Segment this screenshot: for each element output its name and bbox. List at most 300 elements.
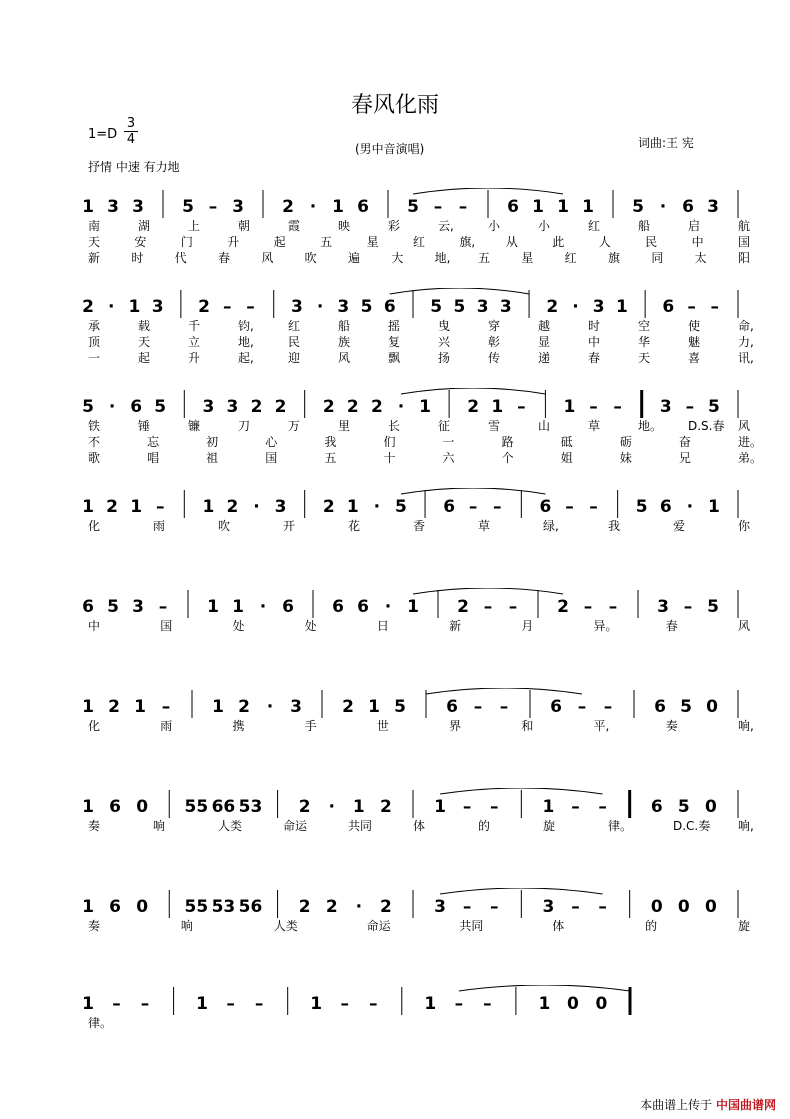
note: 6 [662, 297, 675, 317]
note: 5 [680, 697, 692, 717]
lyric-syllable: 铁 [88, 419, 101, 433]
note: 2 [322, 497, 335, 517]
dash-note: – [458, 197, 468, 217]
note: 1 [82, 897, 94, 917]
lyric-syllable: 民 [645, 235, 658, 249]
note: 1 [419, 397, 431, 417]
note: 3 [542, 897, 555, 917]
lyric-syllable: 香 [413, 519, 426, 533]
lyric-syllable: D.C.奏 [673, 819, 711, 833]
lyric-syllable: 旗 [608, 251, 621, 265]
lyric-syllable: 地。 [638, 419, 663, 433]
note: 5 [82, 397, 94, 417]
lyric-syllable: 航 [738, 219, 751, 233]
lyric-syllable: 此 [552, 235, 565, 249]
augmentation-dot: · [309, 197, 317, 217]
dash-note: – [571, 897, 580, 917]
dash-note: – [490, 897, 499, 917]
lyric-syllable: 扬 [438, 351, 451, 365]
lyric-line [0, 318, 790, 334]
lyric-syllable: 歌 [88, 451, 101, 465]
lyric-syllable: 中 [588, 335, 601, 349]
lyric-syllable: 力, [738, 335, 754, 349]
lyric-syllable: 春 [218, 251, 231, 265]
lyric-syllable: 国 [265, 451, 278, 465]
lyric-syllable: 草 [588, 419, 601, 433]
lyric-syllable: 五 [324, 451, 337, 465]
lyric-syllable: 魅 [688, 335, 701, 349]
lyric-syllable: 手 [304, 719, 317, 733]
note: 6 [682, 197, 694, 217]
lyric-syllable: 妹 [619, 451, 632, 465]
note: 2 [82, 297, 94, 317]
lyric-syllable: 新 [449, 619, 462, 633]
lyric-syllable: 万 [288, 419, 301, 433]
lyric-line [0, 618, 790, 634]
augmentation-dot: · [686, 497, 694, 517]
lyric-syllable: 映 [338, 219, 351, 233]
note: 2 [108, 697, 120, 717]
lyric-syllable: 天 [638, 351, 651, 365]
note: 1 [202, 497, 215, 517]
dash-note: – [223, 297, 232, 317]
lyric-line [0, 250, 790, 266]
note: 1 [130, 497, 143, 517]
augmentation-dot: · [259, 597, 267, 617]
note: 3 [274, 497, 287, 517]
dash-note: – [468, 497, 478, 517]
dash-note: – [589, 497, 598, 517]
dash-note: – [598, 897, 607, 917]
note: 1 [82, 994, 94, 1014]
lyric-syllable: 传 [488, 351, 501, 365]
note: 6 [550, 697, 562, 717]
note: 55 [184, 797, 209, 817]
lyric-syllable: 递 [538, 351, 551, 365]
note: 1 [424, 994, 437, 1014]
note: 3 [232, 197, 244, 217]
note: 1 [557, 197, 569, 217]
lyric-syllable: 旗, [459, 235, 476, 249]
lyric-syllable: 响 [153, 819, 166, 833]
lyric-syllable: 风 [338, 351, 351, 365]
dash-note: – [565, 497, 574, 517]
lyric-syllable: 中 [691, 235, 704, 249]
note: 3 [499, 297, 512, 317]
lyric-syllable: 星 [521, 251, 534, 265]
dash-note: – [473, 697, 483, 717]
note: 0 [136, 797, 149, 817]
lyric-syllable: 响, [738, 719, 754, 733]
augmentation-dot: · [373, 497, 381, 517]
lyric-line [0, 518, 790, 534]
augmentation-dot: · [108, 397, 116, 417]
lyric-syllable: 千 [188, 319, 201, 333]
note: 0 [706, 697, 718, 717]
lyric-line [0, 1015, 790, 1031]
note: 6 [539, 497, 552, 517]
lyric-syllable: 五 [478, 251, 491, 265]
lyric-syllable: 命运 [366, 919, 391, 933]
note: 1 [82, 797, 94, 817]
dash-note: – [246, 297, 255, 317]
note: 1 [538, 994, 551, 1014]
lyric-syllable: 天 [138, 335, 151, 349]
lyric-syllable: 霞 [288, 219, 301, 233]
augmentation-dot: · [572, 297, 579, 317]
augmentation-dot: · [253, 497, 260, 517]
performer-note: (男中音演唱) [355, 142, 425, 156]
note: 2 [250, 397, 263, 417]
slur [401, 388, 545, 394]
lyric-syllable: 显 [538, 335, 551, 349]
lyric-syllable: 遍 [348, 251, 361, 265]
lyric-syllable: 兄 [678, 451, 691, 465]
note: 2 [546, 297, 559, 317]
lyric-syllable: 讯, [738, 351, 754, 365]
slur [426, 688, 582, 694]
site-logo: 中国曲谱网 [715, 1098, 776, 1112]
lyric-syllable: 弟。 [738, 451, 763, 465]
lyric-syllable: 升 [227, 235, 240, 249]
lyric-syllable: 唱 [147, 451, 160, 465]
note: 2 [379, 897, 392, 917]
dash-note: – [483, 597, 493, 617]
lyric-syllable: 华 [638, 335, 651, 349]
lyric-syllable: 越 [538, 319, 551, 333]
dash-note: – [369, 994, 378, 1014]
note: 6 [446, 697, 458, 717]
lyric-syllable: 大 [391, 251, 404, 265]
note: 1 [128, 297, 141, 317]
slur [390, 288, 529, 294]
lyric-syllable: 雪 [488, 419, 501, 433]
lyric-syllable: 界 [449, 719, 462, 733]
lyric-syllable: 里 [338, 419, 351, 433]
lyric-syllable: 船 [638, 219, 651, 233]
note: 3 [290, 697, 302, 717]
note: 2 [106, 497, 118, 517]
dash-note: – [683, 597, 693, 617]
note: 0 [650, 897, 663, 917]
lyric-syllable: 红 [288, 319, 301, 333]
note: 5 [707, 597, 719, 617]
dash-note: – [508, 597, 518, 617]
lyric-syllable: 们 [383, 435, 396, 449]
note: 3 [657, 597, 669, 617]
dash-note: – [433, 197, 443, 217]
lyric-syllable: 南 [88, 219, 101, 233]
note: 6 [357, 197, 369, 217]
dash-note: – [254, 994, 264, 1014]
note: 5 [182, 197, 194, 217]
dash-note: – [493, 497, 502, 517]
lyric-syllable: 复 [388, 335, 401, 349]
lyric-syllable: 太 [694, 251, 707, 265]
dash-note: – [454, 994, 464, 1014]
note: 3 [337, 297, 350, 317]
lyric-syllable: 砥 [560, 435, 573, 449]
lyric-syllable: 立 [188, 335, 201, 349]
lyric-syllable: 顶 [88, 335, 101, 349]
lyric-syllable: 起 [138, 351, 151, 365]
note: 5 [107, 597, 119, 617]
lyric-syllable: 钧, [238, 319, 254, 333]
lyric-syllable: 载 [138, 319, 151, 333]
note: 5 [635, 497, 648, 517]
slur [401, 488, 545, 494]
lyric-line [0, 218, 790, 234]
lyric-syllable: 化 [88, 719, 101, 733]
lyric-syllable: 一 [442, 435, 455, 449]
lyric-syllable: 吹 [218, 519, 231, 533]
note: 2 [346, 397, 359, 417]
note: 3 [707, 197, 719, 217]
note: 3 [151, 297, 164, 317]
dash-note: – [583, 597, 593, 617]
note: 2 [282, 197, 294, 217]
augmentation-dot: · [266, 697, 274, 717]
lyric-syllable: 雨 [153, 519, 166, 533]
note: 3 [476, 297, 489, 317]
note: 6 [332, 597, 344, 617]
augmentation-dot: · [384, 597, 392, 617]
augmentation-dot: · [397, 397, 405, 417]
note: 2 [467, 397, 480, 417]
lyric-syllable: 刀 [238, 419, 251, 433]
dash-note: – [140, 994, 150, 1014]
lyric-syllable: 我 [608, 519, 621, 533]
note: 3 [107, 197, 119, 217]
augmentation-dot: · [355, 897, 363, 917]
note: 53 [238, 797, 263, 817]
lyric-syllable: 奏 [88, 819, 101, 833]
lyric-syllable: 祖 [206, 451, 219, 465]
key-signature: 1=D [88, 127, 118, 142]
lyric-syllable: 时 [588, 319, 601, 333]
lyric-syllable: 阳 [738, 251, 751, 265]
slur [459, 985, 630, 991]
augmentation-dot: · [107, 297, 115, 317]
lyric-syllable: 忘 [147, 435, 160, 449]
note: 2 [274, 397, 287, 417]
lyric-syllable: 同 [651, 251, 664, 265]
note: 6 [82, 597, 94, 617]
lyric-syllable: 共同 [348, 819, 373, 833]
note: 0 [704, 797, 717, 817]
lyric-syllable: 人类 [273, 919, 298, 933]
lyric-syllable: 空 [638, 319, 651, 333]
lyric-syllable: 奏 [665, 719, 678, 733]
lyric-syllable: 和 [521, 719, 534, 733]
upload-footer [640, 1096, 776, 1113]
note: 6 [109, 897, 122, 917]
note: 2 [298, 897, 311, 917]
lyric-syllable: 春 [665, 619, 678, 633]
note: 6 [659, 497, 672, 517]
note: 3 [434, 897, 447, 917]
note: 2 [198, 297, 210, 317]
lyric-syllable: 砺 [619, 435, 632, 449]
lyric-syllable: 旋 [738, 919, 751, 933]
lyric-syllable: 心 [265, 435, 278, 449]
note: 5 [394, 697, 406, 717]
dash-note: – [571, 797, 580, 817]
note: 1 [310, 994, 323, 1014]
dash-note: – [161, 697, 171, 717]
dash-note: – [589, 397, 598, 417]
lyric-syllable: 中 [88, 619, 101, 633]
note: 2 [342, 697, 354, 717]
note: 0 [595, 994, 608, 1014]
lyric-line [0, 334, 790, 350]
credits: 词曲:王 宪 [638, 136, 694, 150]
note: 3 [291, 297, 303, 317]
lyric-syllable: 穿 [488, 319, 501, 333]
tempo-marking: 抒情 中速 有力地 [88, 160, 180, 174]
lyric-line [0, 434, 790, 450]
note: 6 [654, 697, 666, 717]
note: 6 [357, 597, 369, 617]
lyric-syllable: 起 [273, 235, 286, 249]
note: 1 [434, 797, 447, 817]
note: 3 [226, 397, 239, 417]
lyric-syllable: 代 [174, 251, 187, 265]
note: 6 [507, 197, 519, 217]
lyric-syllable: 红 [564, 251, 577, 265]
lyric-syllable: 国 [738, 235, 751, 249]
lyric-syllable: 绿, [543, 519, 559, 533]
note: 1 [563, 397, 576, 417]
note: 5 [360, 297, 373, 317]
lyric-syllable: 携 [232, 719, 245, 733]
lyric-syllable: 征 [438, 419, 451, 433]
note: 1 [82, 497, 94, 517]
dash-note: – [608, 597, 618, 617]
lyric-syllable: 律。 [608, 819, 633, 833]
slur [413, 588, 563, 594]
dash-note: – [112, 994, 121, 1014]
note: 1 [196, 994, 209, 1014]
lyric-syllable: 个 [501, 451, 514, 465]
lyric-syllable: 启 [688, 219, 701, 233]
dash-note: – [499, 697, 509, 717]
note: 55 [184, 897, 209, 917]
lyric-syllable: 的 [478, 819, 491, 833]
dash-note: – [613, 397, 622, 417]
lyric-syllable: 人类 [218, 819, 243, 833]
lyric-syllable: 从 [505, 235, 518, 249]
note: 5 [430, 297, 443, 317]
lyric-line [0, 918, 790, 934]
dash-note: – [208, 197, 218, 217]
lyric-syllable: 红 [588, 219, 601, 233]
lyric-syllable: 小 [538, 219, 551, 233]
note: 1 [491, 397, 504, 417]
lyric-syllable: 云, [438, 219, 454, 233]
lyric-syllable: 地, [434, 251, 451, 265]
lyric-syllable: 的 [645, 919, 658, 933]
lyric-syllable: 地, [238, 335, 254, 349]
lyric-syllable: D.S.春 [688, 419, 725, 433]
lyric-syllable: 路 [501, 435, 514, 449]
lyric-syllable: 吹 [304, 251, 317, 265]
lyric-syllable: 彩 [388, 219, 401, 233]
lyric-syllable: 六 [442, 451, 455, 465]
lyric-syllable: 民 [288, 335, 301, 349]
note: 2 [226, 497, 239, 517]
dash-note: – [483, 994, 492, 1014]
lyric-syllable: 国 [160, 619, 173, 633]
note: 6 [130, 397, 143, 417]
dash-note: – [462, 797, 472, 817]
time-signature [124, 116, 138, 147]
note: 2 [325, 897, 338, 917]
lyric-syllable: 星 [366, 235, 379, 249]
lyric-syllable: 承 [88, 319, 101, 333]
dash-note: – [710, 297, 720, 317]
note: 1 [134, 697, 146, 717]
dash-note: – [340, 994, 349, 1014]
note: 6 [109, 797, 122, 817]
lyric-syllable: 处 [304, 619, 317, 633]
lyric-syllable: 长 [388, 419, 401, 433]
note: 6 [650, 797, 663, 817]
lyric-syllable: 你 [738, 519, 751, 533]
lyric-syllable: 新 [88, 251, 101, 265]
note: 3 [132, 597, 144, 617]
dash-note: – [462, 897, 472, 917]
note: 1 [582, 197, 594, 217]
dash-note: – [226, 994, 235, 1014]
time-signature-bottom: 4 [124, 131, 138, 147]
lyric-syllable: 族 [338, 335, 351, 349]
lyric-line [0, 234, 790, 250]
lyric-syllable: 世 [376, 719, 389, 733]
note: 1 [346, 497, 359, 517]
note: 2 [557, 597, 569, 617]
lyric-syllable: 我 [324, 435, 337, 449]
lyric-syllable: 十 [383, 451, 396, 465]
lyric-syllable: 摇 [388, 319, 401, 333]
note: 1 [352, 797, 365, 817]
lyric-syllable: 处 [232, 619, 245, 633]
lyric-syllable: 花 [348, 519, 361, 533]
dash-note: – [598, 797, 607, 817]
augmentation-dot: · [659, 197, 667, 217]
lyric-syllable: 律。 [88, 1016, 113, 1030]
lyric-syllable: 异。 [593, 619, 618, 633]
note: 1 [542, 797, 555, 817]
note: 6 [443, 497, 456, 517]
lyric-syllable: 门 [180, 235, 193, 249]
lyric-syllable: 响 [180, 919, 193, 933]
note: 1 [212, 697, 224, 717]
lyric-syllable: 兴 [438, 335, 451, 349]
lyric-syllable: 平, [593, 719, 610, 733]
dash-note: – [155, 497, 165, 517]
lyric-syllable: 锤 [138, 419, 151, 433]
lyric-line [0, 418, 790, 434]
lyric-syllable: 初 [206, 435, 219, 449]
note: 53 [211, 897, 236, 917]
lyric-syllable: 一 [88, 351, 101, 365]
note: 5 [395, 497, 407, 517]
lyric-syllable: 风 [261, 251, 274, 265]
lyric-line [0, 718, 790, 734]
note: 5 [632, 197, 644, 217]
lyric-syllable: 春 [588, 351, 601, 365]
